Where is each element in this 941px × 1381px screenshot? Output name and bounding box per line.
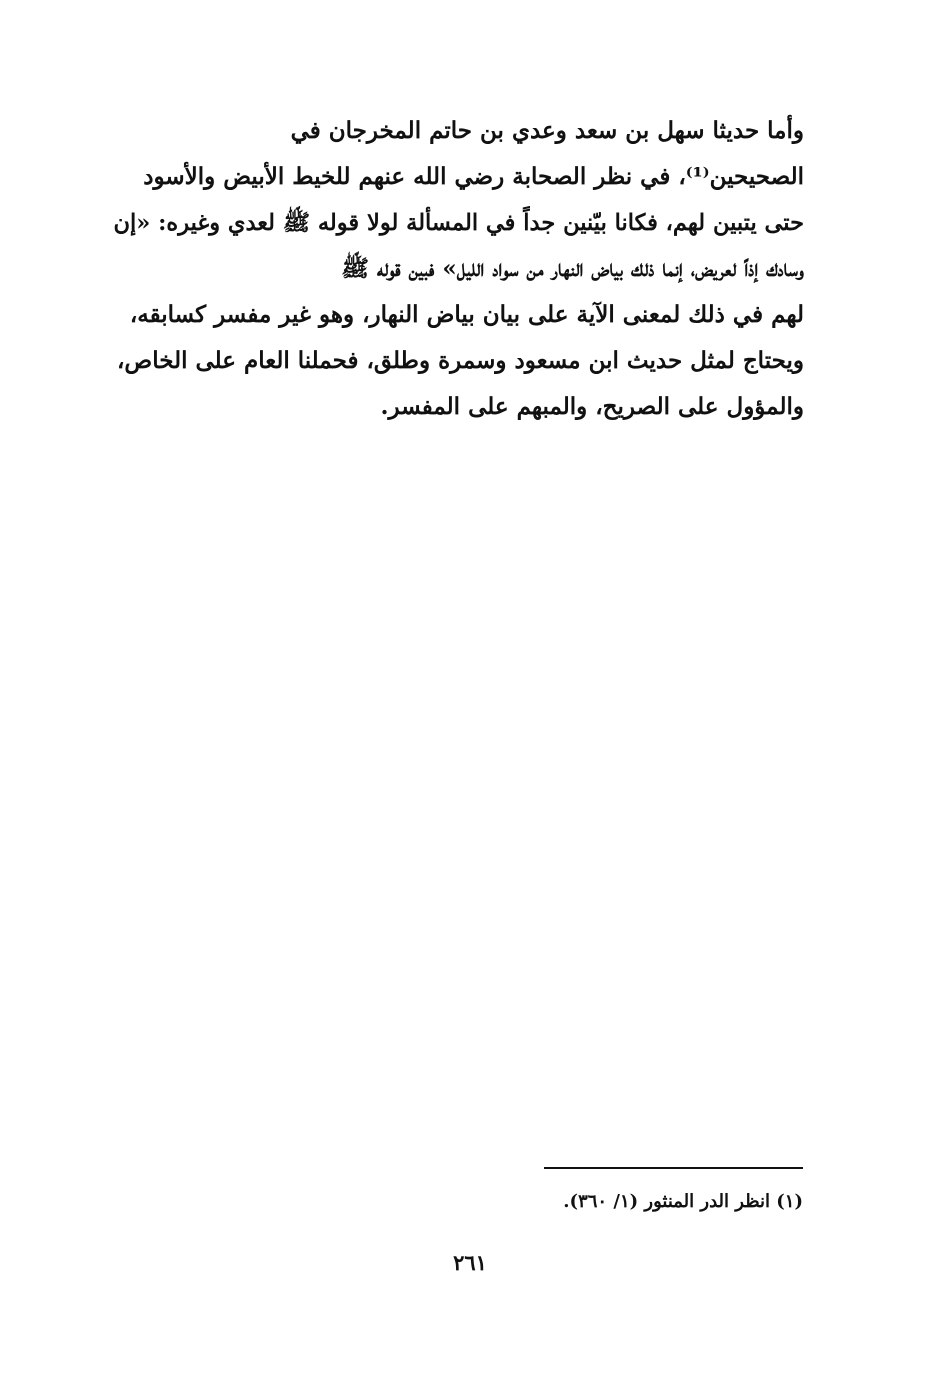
text-line: ويحتاج لمثل حديث ابن مسعود وسمرة وطلق، فحملنا العام على الخاص، [116, 347, 804, 374]
text-line: الصحيحين⁽¹⁾، في نظر الصحابة رضي الله عنهم للخيط الأبيض والأسود [143, 163, 804, 190]
text-line: والمؤول على الصريح، والمبهم على المفسر. [380, 393, 804, 420]
main-paragraph [104, 108, 804, 430]
footnote: (١) انظر الدر المنثور (١/ ٣٦٠). [563, 1191, 803, 1212]
text-line: لهم في ذلك لمعنى الآية على بيان بياض النهار، وهو غير مفسر كسابقه، [129, 301, 804, 328]
footnote-separator [544, 1167, 803, 1169]
text-line: حتى يتبين لهم، فكانا بيّنين جداً في المسألة لولا قوله ﷺ لعدي وغيره: «إن [113, 210, 804, 236]
text-line: وسادك إذاً لعريض، إنما ذلك بياض النهار من سواد الليل» فبين قوله ﷺ [341, 255, 804, 282]
page-number: ٢٦١ [453, 1250, 487, 1275]
text-line: وأما حديثا سهل بن سعد وعدي بن حاتم المخرجان في [290, 117, 804, 144]
